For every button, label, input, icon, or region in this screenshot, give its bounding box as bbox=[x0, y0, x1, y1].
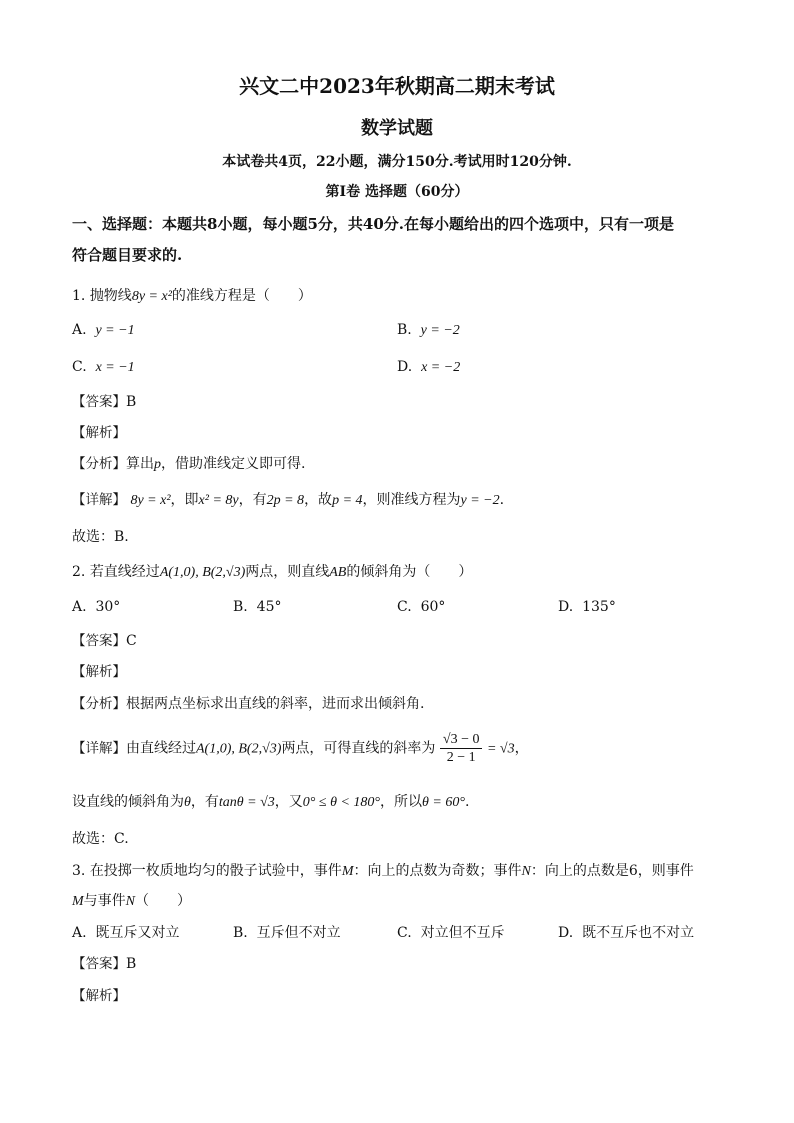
section-heading-line1: 一、选择题：本题共8小题，每小题5分，共40分.在每小题给出的四个选项中，只有一项是 bbox=[72, 215, 674, 233]
q3-analysis-tag: 【解析】 bbox=[72, 988, 126, 1004]
question-text: 的准线方程是（ ） bbox=[171, 288, 312, 304]
q2-option-d: D. 135° bbox=[558, 599, 616, 615]
question-1 bbox=[72, 285, 312, 305]
q2-answer: 【答案】C bbox=[72, 633, 137, 649]
question-text: 抛物线 bbox=[89, 288, 132, 304]
q1-option-a: A. y = −1 bbox=[72, 322, 135, 338]
page-title: 兴文二中2023年秋期高二期末考试 bbox=[239, 74, 555, 98]
subject-title: 数学试题 bbox=[361, 118, 433, 139]
q2-detail: 【详解】由直线经过A(1,0), B(2,√3)两点，可得直线的斜率为 $\frac{√3 - 0}{2 - 1}$ = √3， bbox=[72, 732, 529, 765]
question-2: 2. 若直线经过A(1,0), B(2,√3)两点，则直线AB的倾斜角为（ ） bbox=[72, 564, 473, 580]
question-number: 1. bbox=[72, 288, 86, 304]
q1-option-b: B. y = −2 bbox=[397, 322, 460, 338]
q1-analysis-tag: 【解析】 bbox=[72, 425, 126, 441]
math-expression: A(1,0), B(2,√3) bbox=[159, 565, 246, 580]
q3-option-a: A. 既互斥又对立 bbox=[72, 925, 180, 941]
q1-option-d: D. x = −2 bbox=[397, 359, 461, 375]
q2-option-a: A. 30° bbox=[72, 599, 121, 615]
q2-detail-line2: 设直线的倾斜角为θ，有tanθ = √3，又0° ≤ θ < 180°，所以θ = 60°. bbox=[72, 794, 470, 810]
q1-detail: 【详解】 8y = x²，即x² = 8y，有2p = 8，故p = 4，则准线方程为y = −2. bbox=[72, 492, 505, 508]
slope-fraction: $\frac{√3 - 0}{2 - 1}$ bbox=[440, 731, 483, 766]
q3-option-b: B. 互斥但不对立 bbox=[233, 925, 341, 941]
question-3-line2: M与事件N（ ） bbox=[72, 893, 192, 909]
q2-analysis-tag: 【解析】 bbox=[72, 664, 126, 680]
q2-choose: 故选：C. bbox=[72, 831, 129, 847]
q1-choose: 故选：B. bbox=[72, 529, 129, 545]
q3-option-d: D. 既不互斥也不对立 bbox=[558, 925, 695, 941]
math-expression: 8y = x² bbox=[131, 289, 172, 304]
q2-option-c: C. 60° bbox=[397, 599, 446, 615]
q1-option-c: C. x = −1 bbox=[72, 359, 135, 375]
part-title: 第Ⅰ卷 选择题（60分） bbox=[325, 184, 469, 200]
exam-info: 本试卷共4页，22小题，满分150分.考试用时120分钟. bbox=[222, 154, 572, 170]
q3-option-c: C. 对立但不互斥 bbox=[397, 925, 505, 941]
section-heading-line2: 符合题目要求的. bbox=[72, 246, 183, 264]
question-3: 3. 在投掷一枚质地均匀的骰子试验中，事件M：向上的点数为奇数；事件N：向上的点数是6，则事件 bbox=[72, 863, 694, 879]
q2-fenxi: 【分析】根据两点坐标求出直线的斜率，进而求出倾斜角. bbox=[72, 696, 425, 712]
q1-fenxi: 【分析】算出p，借助准线定义即可得. bbox=[72, 456, 306, 472]
q3-answer: 【答案】B bbox=[72, 956, 137, 972]
q1-answer: 【答案】B bbox=[72, 394, 137, 410]
q2-option-b: B. 45° bbox=[233, 599, 282, 615]
